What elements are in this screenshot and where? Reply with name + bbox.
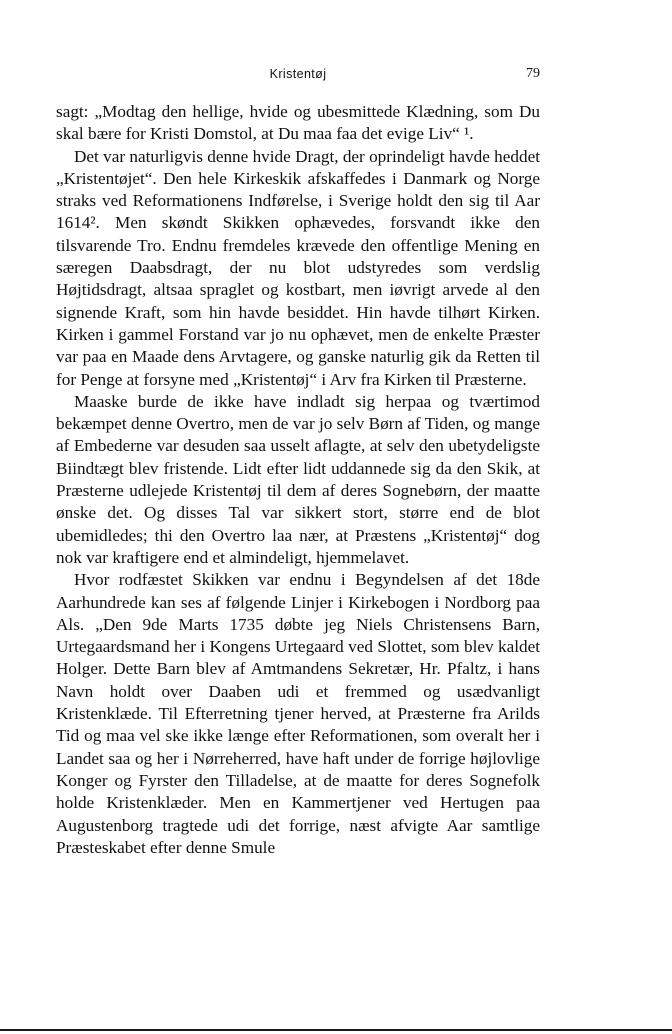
paragraph-3: Maaske burde de ikke have indladt sig herpaa og tværtimod bekæmpet denne Overtro, men de var jo selv Børn af Tiden, og mange af Embederne var desuden saa usselt aflagte, at selv den ubetydeligste Biindtægt blev fristende. Lidt efter lidt uddannede sig da den Skik, at Præsterne udlejede Kristentøj til dem af deres Sognebørn, der maatte ønske det. Og disses Tal var sikkert stort, større end de blot ubemidledes; thi den Overtro laa nær, at Præstens „Kristentøj“ dog nok var kraftigere end et almindeligt, hjemmelavet.: [56, 391, 541, 567]
page-number: 79: [526, 66, 540, 81]
paragraph-4: Hvor rodfæstet Skikken var endnu i Begyndelsen af det 18de Aarhundrede kan ses af følgende Linjer i Kirkebogen i Nordborg paa Als. „Den 9de Marts 1735 døbte jeg Niels Christensens Barn, Urtegaardsmand her i Kongens Urtegaard ved Slottet, som blev kaldet Holger. Dette Barn blev af Amtmandens Sekretær, Hr. Pfaltz, i hans Navn holdt over Daaben udi et fremmed og usædvanligt Kristenklæde. Til Efterretning tjener herved, at Præsterne fra Arilds Tid og maa vel ske ikke længe efter Reformationen, som overalt her i Landet saa og her i Nørreherred, have haft under de forrige højlovlige Konger og Fyrster den Tilladelse, at de maatte for deres Sognefolk holde Kristenklæder. Men en Kammertjener ved Hertugen paa Augustenborg tragtede udi det forrige, næst afvigte Aar samtlige Præsteskabet efter denne Smule: [56, 570, 540, 857]
running-header: [56, 66, 540, 86]
body-text: [56, 101, 540, 859]
paragraph-2: Det var naturligvis denne hvide Dragt, der oprindeligt havde heddet „Kristentøjet“. Den hele Kirkeskik afskaffedes i Danmark og Norge straks ved Reformationens Indførelse, i Sverige holdt den sig til Aar 1614². Men skøndt Skikken ophævedes, forsvandt ikke den tilsvarende Tro. Endnu fremdeles krævede den offentlige Mening en særegen Daabsdragt, der nu blot udstyredes som verdslig Højtidsdragt, altsaa spraglet og kostbart, men iøvrigt arvede al den signende Kraft, som hin havde besiddet. Hin havde tilhørt Kirken. Kirken i gammel Forstand var jo nu ophævet, men de enkelte Præster var paa en Maade dens Arvtagere, og ganske naturlig gik da Retten til for Penge at forsyne med „Kristentøj“ i Arv fra Kirken til Præsterne.: [56, 146, 540, 389]
bottom-rule: [0, 1029, 672, 1031]
running-title: Kristentøj: [269, 67, 327, 81]
paragraph-1: sagt: „Modtag den hellige, hvide og ubesmittede Klædning, som Du skal bære for Kristi Domstol, at Du maa faa det evige Liv“ ¹.: [56, 102, 540, 144]
